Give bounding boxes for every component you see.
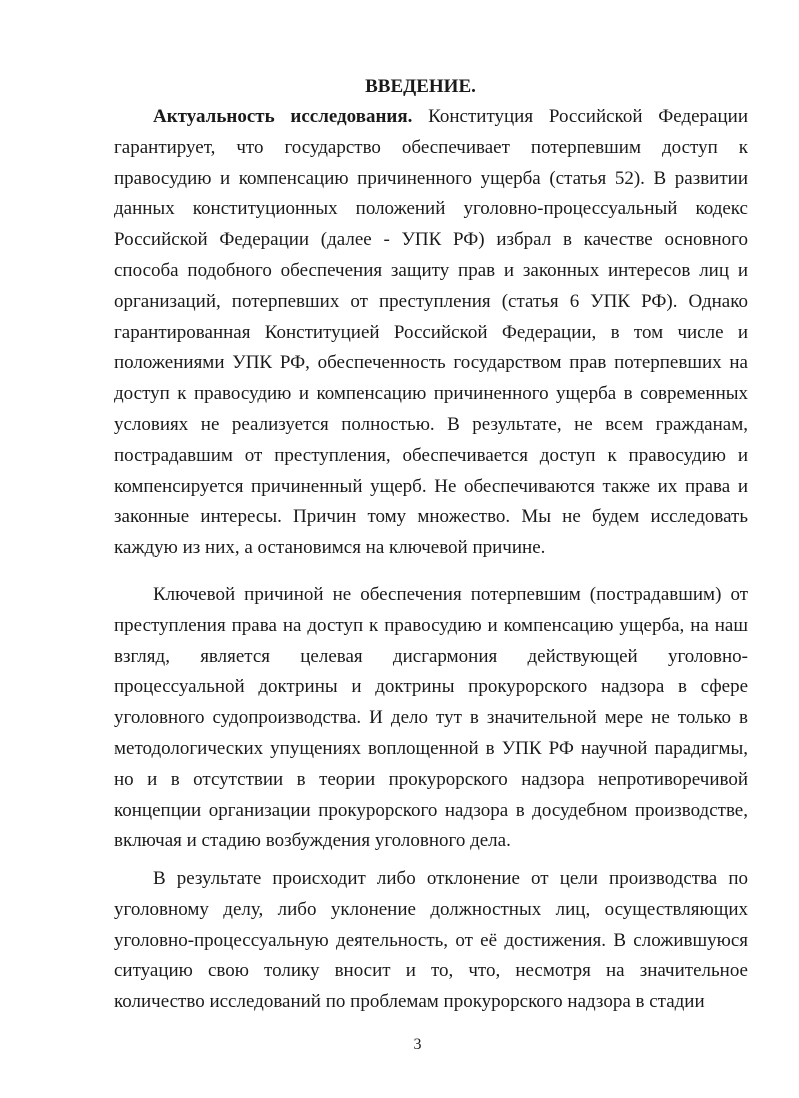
- section-title: ВВЕДЕНИЕ.: [365, 76, 476, 97]
- paragraph-result: В результате происходит либо отклонение от цели производства по уголовному делу, либо уклонение должностных лиц, осуществляющих уголовно-процессуальную деятельность, от её достижения. В сложившуюся ситуацию свою толику вносит и то, что, несмотря на значительное количество исследований по проблемам прокурорского надзора в стадии: [114, 868, 748, 1013]
- paragraph-lead: Актуальность исследования.: [153, 106, 413, 127]
- page-number: 3: [413, 1036, 422, 1053]
- paragraph-body: Конституция Российской Федерации гарантирует, что государство обеспечивает потерпевшим доступ к правосудию и компенсацию причиненного ущерба (статья 52). В развитии данных конституционных положений уголовно-процессуальный кодекс Российской Федерации (далее - УПК РФ) избрал в качестве основного способа подобного обеспечения защиту прав и законных интересов лиц и организаций, потерпевших от преступления (статья 6 УПК РФ). Однако гарантированная Конституцией Российской Федерации, в том числе и положениями УПК РФ, обеспеченность государством прав потерпевших на доступ к правосудию и компенсацию причиненного ущерба в современных условиях не реализуется полностью. В результате, не всем гражданам, пострадавшим от преступления, обеспечивается доступ к правосудию и компенсируется причиненный ущерб. Не обеспечиваются также их права и законные интересы. Причин тому множество. Мы не будем исследовать каждую из них, а остановимся на ключевой причине.: [114, 106, 748, 559]
- paragraph-relevance: [114, 102, 748, 564]
- paragraph-key-reason: Ключевой причиной не обеспечения потерпевшим (пострадавшим) от преступления права на доступ к правосудию и компенсацию ущерба, на наш взгляд, является целевая дисгармония действующей уголовно-процессуальной доктрины и доктрины прокурорского надзора в сфере уголовного судопроизводства. И дело тут в значительной мере не только в методологических упущениях воплощенной в УПК РФ научной парадигмы, но и в отсутствии в теории прокурорского надзора непротиворечивой концепции организации прокурорского надзора в досудебном производстве, включая и стадию возбуждения уголовного дела.: [114, 584, 748, 852]
